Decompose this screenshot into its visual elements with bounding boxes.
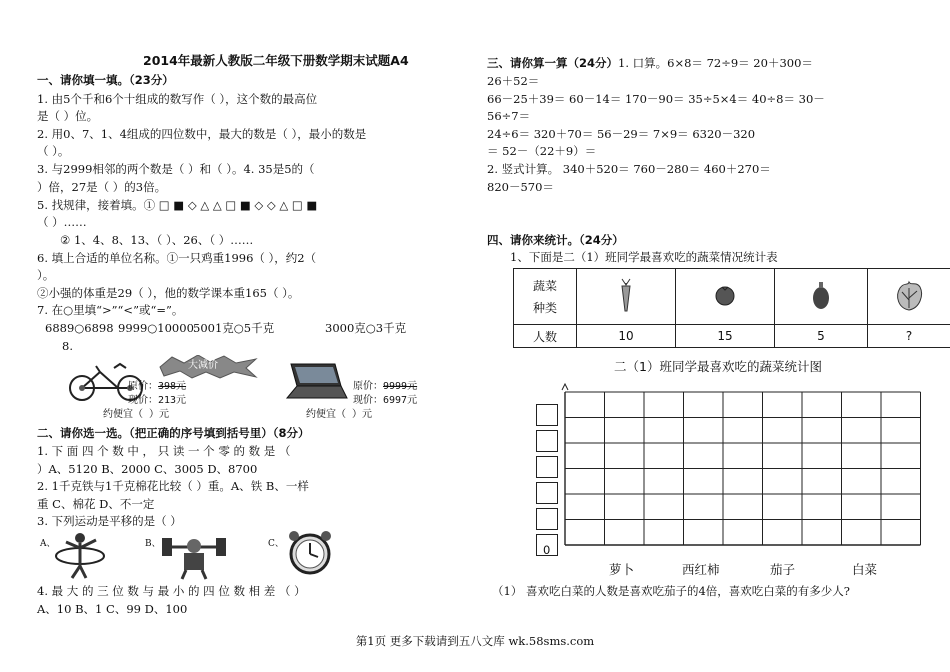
laptop-original-price-value: 9999元	[383, 381, 418, 392]
tally-square	[536, 404, 558, 426]
page-footer: 第1页 更多下载请到五八文库 wk.58sms.com	[355, 634, 595, 648]
section-3-heading: 三、请你算一算（24分）	[487, 56, 619, 70]
question-7: 7. 在○里填“>”“<”或“=”。	[37, 303, 184, 317]
weightlifter-icon	[160, 532, 228, 580]
bike-original-price	[128, 380, 186, 394]
hula-hoop-icon	[52, 532, 108, 580]
table-veg-eggplant	[775, 269, 868, 325]
table-header-cell	[514, 269, 577, 325]
vegetable-stat-table	[513, 268, 950, 348]
table-veg-tomato	[676, 269, 775, 325]
question-8-number: 8.	[62, 339, 73, 353]
tally-square	[536, 456, 558, 478]
choice-2-line-a: 2. 1千克铁与1千克棉花比较（ ）重。A、铁 B、一样	[37, 479, 309, 493]
question-3-line-b: ）倍，27是（ ）的3倍。	[37, 180, 167, 194]
question-6-line-a: 6. 填上合适的单位名称。①一只鸡重1996（ ），约2（	[37, 251, 317, 265]
tally-square	[536, 430, 558, 452]
choice-1-line-a: 1. 下 面 四 个 数 中 ， 只 读 一 个 零 的 数 是 （	[37, 444, 291, 458]
table-count-label: 人数	[514, 325, 577, 348]
question-5-line-b: （ ）……	[37, 215, 87, 229]
page-title: 2014年最新人教版二年级下册数学期末试题A4	[143, 53, 409, 68]
statistics-question-1: （1） 喜欢吃白菜的人数是喜欢吃茄子的4倍，喜欢吃白菜的有多少人?	[492, 584, 850, 598]
choice-2-line-b: 重 C、棉花 D、不一定	[37, 497, 155, 511]
bike-original-price-value: 398元	[158, 381, 187, 392]
choice-1-line-b: ）A、5120 B、2000 C、3005 D、8700	[37, 462, 258, 476]
sale-badge-label: 大减价	[188, 360, 218, 371]
section-3-line-1	[487, 56, 813, 70]
question-1-line-a: 1. 由5个千和6个十组成的数写作（ ），这个数的最高位	[37, 92, 318, 106]
chart-category-radish: 萝卜	[609, 562, 635, 577]
cabbage-icon	[892, 278, 926, 312]
question-2-line-b: （ ）。	[37, 144, 70, 158]
question-2-line-a: 2. 用0、7、1、4组成的四位数中，最大的数是（ ），最小的数是	[37, 127, 367, 141]
bike-current-price-label: 现价：	[128, 395, 158, 406]
bike-current-price-value: 213元	[158, 395, 187, 406]
compare-item: 9999○10000	[118, 321, 194, 335]
question-1-line-b: 是（ ）位。	[37, 109, 99, 123]
tomato-icon	[714, 284, 736, 306]
laptop-original-price-label: 原价：	[353, 381, 383, 392]
laptop-current-price	[353, 394, 417, 408]
mental-arithmetic-row-3: 66－25＋39＝ 60－14＝ 170－90＝ 35÷5×4＝ 40÷8＝ 30－	[487, 92, 825, 106]
mental-arithmetic-row-4: 56÷7＝	[487, 109, 531, 123]
question-5-line-a: 5. 找规律，接着填。① □ ■ ◇ △ △ □ ■ ◇ ◇ △ □ ■	[37, 198, 318, 212]
table-count-eggplant: 5	[775, 325, 868, 348]
chart-category-cabbage: 白菜	[852, 562, 878, 577]
bike-savings: 约便宜（ ）元	[103, 409, 170, 420]
mental-arithmetic-row-1: 1. 口算。6×8＝ 72÷9＝ 20＋300＝	[618, 56, 813, 70]
section-4-heading: 四、请你来统计。（24分）	[487, 233, 624, 247]
chart-title: 二（1）班同学最喜欢吃的蔬菜统计图	[614, 359, 822, 374]
laptop-current-price-label: 现价：	[353, 395, 383, 406]
compare-item: 5001克○5千克	[193, 321, 275, 335]
table-count-tomato: 15	[676, 325, 775, 348]
choice-4-line-b: A、10 B、1 C、99 D、100	[37, 602, 188, 616]
choice-3-option-b-label: B、	[145, 539, 161, 549]
question-5-line-c: ② 1、4、8、13、（ ）、26、（ ）……	[60, 233, 254, 247]
mental-arithmetic-row-6: ＝ 52－（22＋9）＝	[487, 144, 597, 158]
table-count-radish: 10	[577, 325, 676, 348]
chart-category-tomato: 西红柿	[682, 562, 720, 577]
vertical-calc-row-2: 820－570＝	[487, 180, 554, 194]
y-axis-arrow	[562, 384, 568, 390]
laptop-icon	[283, 362, 349, 402]
eggplant-icon	[810, 280, 832, 310]
table-veg-radish	[577, 269, 676, 325]
section-1-heading: 一、请你填一填。（23分）	[37, 73, 174, 87]
laptop-original-price	[353, 380, 417, 394]
mental-arithmetic-row-5: 24÷6＝ 320＋70＝ 56－29＝ 7×9＝ 6320－320	[487, 127, 756, 141]
bike-current-price	[128, 394, 186, 408]
table-count-cabbage: ?	[868, 325, 950, 348]
choice-4-line-a: 4. 最 大 的 三 位 数 与 最 小 的 四 位 数 相 差 （ ）	[37, 584, 306, 598]
compare-item: 6889○6898	[45, 321, 114, 335]
choice-3-option-a-label: A、	[40, 539, 56, 549]
table-header-kind: 种类	[532, 300, 557, 315]
stat-table-caption: 1、下面是二（1）班同学最喜欢吃的蔬菜情况统计表	[510, 250, 778, 264]
alarm-clock-icon	[282, 530, 336, 576]
laptop-savings: 约便宜（ ）元	[306, 409, 373, 420]
section-2-heading: 二、请你选一选。（把正确的序号填到括号里）（8分）	[37, 426, 310, 440]
choice-3: 3. 下列运动是平移的是（ ）	[37, 514, 182, 528]
bar-chart-grid	[560, 382, 950, 560]
compare-item: 3000克○3千克	[325, 321, 407, 335]
chart-category-eggplant: 茄子	[770, 562, 796, 577]
question-3-line-a: 3. 与2999相邻的两个数是（ ）和（ ）。4. 35是5的（	[37, 162, 315, 176]
vertical-calc-row-1: 2. 竖式计算。 340＋520＝ 760－280＝ 460＋270＝	[487, 162, 771, 176]
table-veg-cabbage	[868, 269, 950, 325]
choice-3-option-c-label: C、	[268, 539, 284, 549]
chart-zero-label: 0	[543, 543, 551, 557]
mental-arithmetic-row-2: 26＋52＝	[487, 74, 540, 88]
bike-original-price-label: 原价：	[128, 381, 158, 392]
tally-square	[536, 482, 558, 504]
table-header-veg: 蔬菜	[532, 278, 557, 293]
laptop-current-price-value: 6997元	[383, 395, 418, 406]
question-6-line-b: ）。	[37, 268, 55, 282]
radish-icon	[616, 277, 636, 313]
tally-square	[536, 508, 558, 530]
question-6-line-c: ②小强的体重是29（ ），他的数学课本重165（ ）。	[37, 286, 300, 300]
